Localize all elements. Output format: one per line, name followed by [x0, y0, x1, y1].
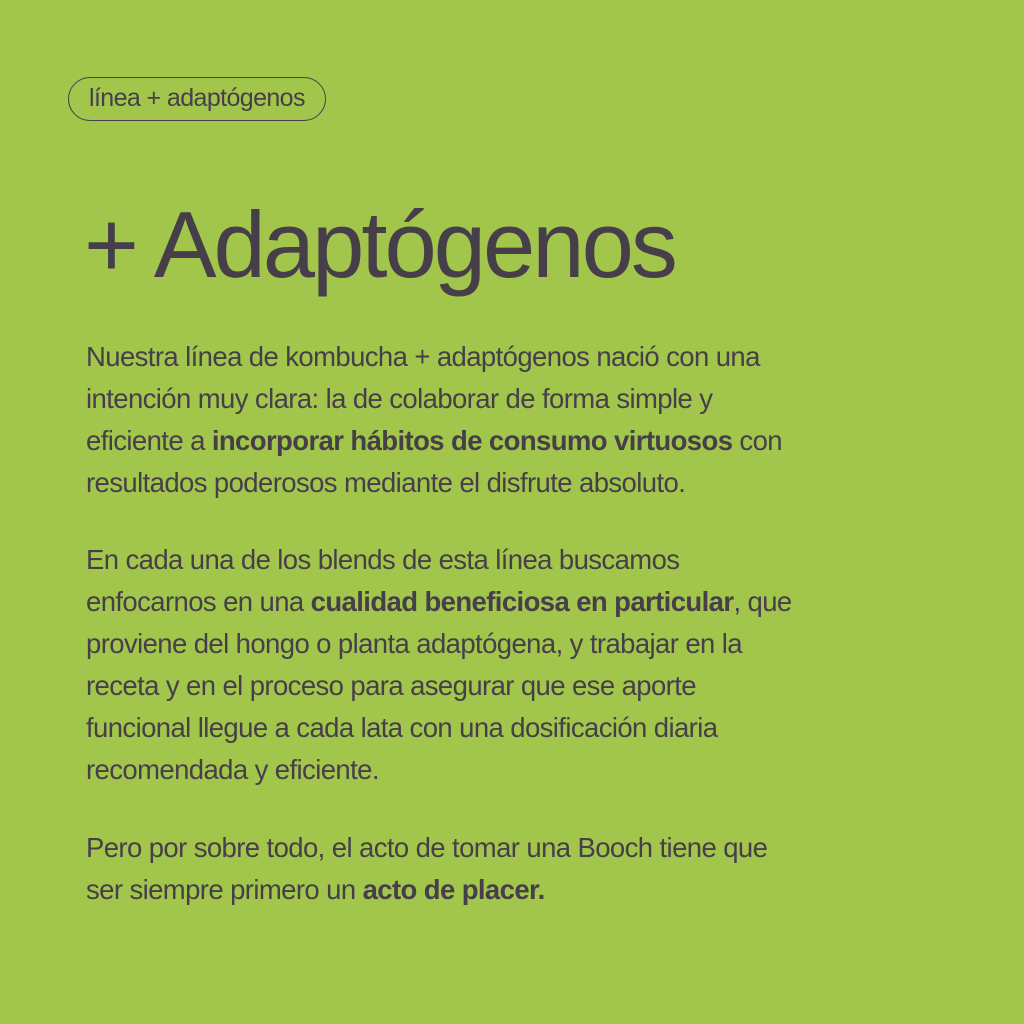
text-line: Pero por sobre todo, el acto de tomar una Booch tiene que — [86, 832, 768, 863]
highlight-text: acto de placer. — [362, 874, 545, 905]
text-segment: , que — [733, 586, 792, 617]
text-line: funcional llegue a cada lata con una dosificación diaria — [86, 712, 718, 743]
text-segment: eficiente a — [86, 425, 212, 456]
text-line: Nuestra línea de kombucha + adaptógenos nació con una — [86, 341, 760, 372]
text-line — [86, 420, 966, 462]
highlight-text: cualidad beneficiosa en particular — [310, 586, 734, 617]
text-line — [86, 869, 966, 911]
text-line: intención muy clara: la de colaborar de forma simple y — [86, 383, 713, 414]
page-title: + Adaptógenos — [84, 192, 675, 297]
category-tag: línea + adaptógenos — [68, 77, 326, 121]
text-line: receta y en el proceso para asegurar que ese aporte — [86, 670, 696, 701]
text-line: resultados poderosos mediante el disfrute absoluto. — [86, 467, 686, 498]
intro-paragraph — [86, 336, 966, 504]
highlight-text: incorporar hábitos de consumo virtuosos — [211, 425, 733, 456]
text-line: proviene del hongo o planta adaptógena, y trabajar en la — [86, 628, 742, 659]
closing-paragraph — [86, 827, 966, 911]
text-segment: con — [732, 425, 782, 456]
text-line: recomendada y eficiente. — [86, 754, 379, 785]
text-segment: ser siempre primero un — [86, 874, 363, 905]
text-line: En cada una de los blends de esta línea buscamos — [86, 544, 680, 575]
text-segment: enfocarnos en una — [86, 586, 311, 617]
text-line — [86, 581, 966, 623]
blends-paragraph — [86, 539, 966, 791]
